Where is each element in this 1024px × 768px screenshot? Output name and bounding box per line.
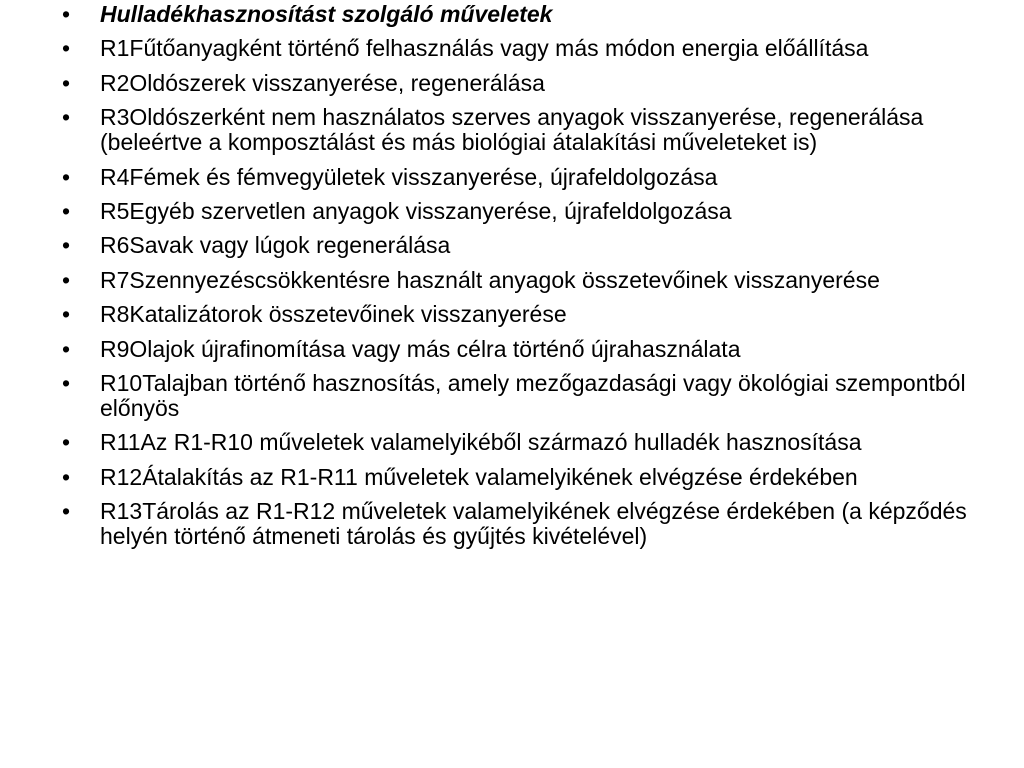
list-item-text: R13Tárolás az R1-R12 műveletek valamelyikének elvégzése érdekében (a képződés helyén történő átmeneti tárolás és gyűjtés kivételével) bbox=[100, 498, 967, 550]
bullet-icon: • bbox=[62, 301, 71, 328]
list-item-text: R10Talajban történő hasznosítás, amely mezőgazdasági vagy ökológiai szempontból előnyös bbox=[100, 369, 966, 421]
bullet-icon: • bbox=[62, 232, 71, 259]
bullet-list bbox=[62, 2, 984, 549]
list-item bbox=[62, 199, 984, 224]
bullet-icon: • bbox=[62, 498, 71, 525]
list-item-text: R11Az R1-R10 műveletek valamelyikéből származó hulladék hasznosítása bbox=[100, 429, 862, 456]
heading-text: Hulladékhasznosítást szolgáló műveletek bbox=[100, 1, 553, 27]
bullet-icon: • bbox=[62, 163, 71, 190]
list-item bbox=[62, 337, 984, 362]
bullet-icon: • bbox=[62, 369, 71, 396]
list-item-text: R7Szennyezéscsökkentésre használt anyagok összetevőinek visszanyerése bbox=[100, 266, 880, 293]
bullet-icon: • bbox=[62, 1, 71, 27]
list-item-text: R3Oldószerként nem használatos szerves anyagok visszanyerése, regenerálása (beleértve a komposztálást és más biológiai átalakítási műveleteket is) bbox=[100, 104, 924, 156]
bullet-icon: • bbox=[62, 335, 71, 362]
list-item bbox=[62, 430, 984, 455]
list-heading bbox=[62, 2, 984, 27]
list-item bbox=[62, 233, 984, 258]
bullet-icon: • bbox=[62, 69, 71, 96]
bullet-icon: • bbox=[62, 463, 71, 490]
list-item-text: R6Savak vagy lúgok regenerálása bbox=[100, 232, 451, 259]
list-item bbox=[62, 36, 984, 61]
list-item bbox=[62, 165, 984, 190]
bullet-icon: • bbox=[62, 35, 71, 62]
list-item-text: R4Fémek és fémvegyületek visszanyerése, újrafeldolgozása bbox=[100, 163, 718, 190]
bullet-icon: • bbox=[62, 266, 71, 293]
list-item-text: R5Egyéb szervetlen anyagok visszanyerése, újrafeldolgozása bbox=[100, 197, 732, 224]
list-item bbox=[62, 105, 984, 155]
list-item bbox=[62, 465, 984, 490]
bullet-icon: • bbox=[62, 197, 71, 224]
list-item bbox=[62, 71, 984, 96]
list-item-text: R1Fűtőanyagként történő felhasználás vagy más módon energia előállítása bbox=[100, 35, 869, 62]
list-item bbox=[62, 302, 984, 327]
bullet-icon: • bbox=[62, 429, 71, 456]
list-item bbox=[62, 268, 984, 293]
list-item-text: R2Oldószerek visszanyerése, regenerálása bbox=[100, 69, 545, 96]
bullet-icon: • bbox=[62, 104, 71, 131]
list-item bbox=[62, 371, 984, 421]
list-item-text: R12Átalakítás az R1-R11 műveletek valamelyikének elvégzése érdekében bbox=[100, 463, 858, 490]
list-item bbox=[62, 499, 984, 549]
list-item-text: R8Katalizátorok összetevőinek visszanyerése bbox=[100, 301, 567, 328]
list-item-text: R9Olajok újrafinomítása vagy más célra történő újrahasználata bbox=[100, 335, 741, 362]
